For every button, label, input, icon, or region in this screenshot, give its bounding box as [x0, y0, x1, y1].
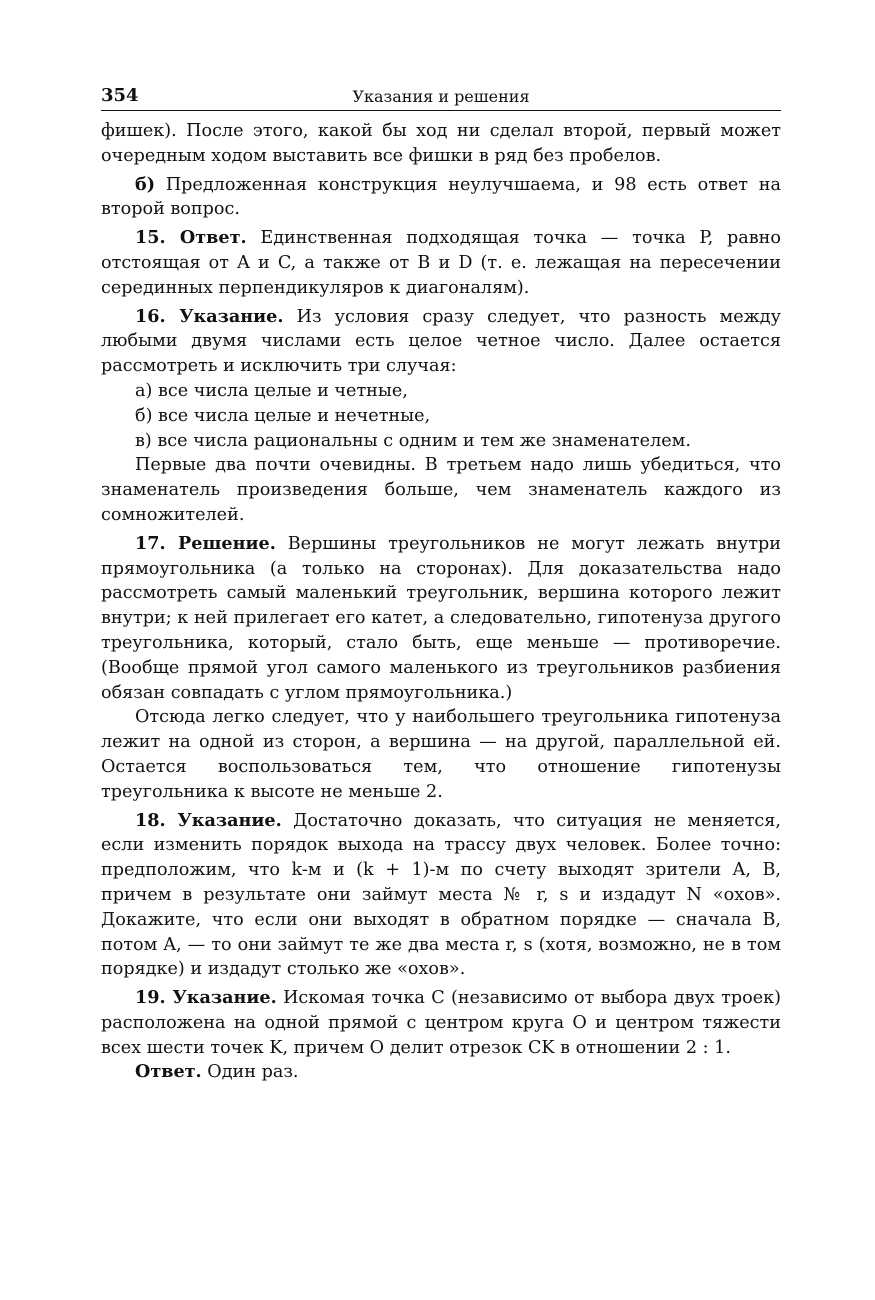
list-item-c: в) все числа рациональны с одним и тем же знаменателем.: [135, 430, 691, 451]
running-header: [101, 82, 781, 111]
list-item-b: б) все числа целые и нечетные,: [135, 405, 431, 426]
paragraph-part-b: б) Предложенная конструкция неулучшаема, и 98 есть ответ на второй вопрос.: [101, 173, 781, 220]
list-item-a: а) все числа целые и четные,: [135, 380, 408, 401]
paragraph-continuation: фишек). После этого, какой бы ход ни сделал второй, первый может очередным ходом выставить все фишки в ряд без пробелов.: [101, 121, 781, 166]
paragraph-answer-15: 15. Ответ. Единственная подходящая точка — точка P, равно отстоящая от A и C, а также от B и D (т. е. лежащая на пересечении серединных перпендикуляров к диагоналям).: [101, 227, 781, 298]
page-number: 354: [101, 85, 139, 106]
paragraph-17-continuation: Отсюда легко следует, что у наибольшего треугольника гипотенуза лежит на одной из сторон, а вершина — на другой, параллельной ей. Остается воспользоваться тем, что отношение гипотенузы треугольника к высоте не меньше 2.: [101, 707, 781, 802]
paragraph-solution-17: 17. Решение. Вершины треугольников не могут лежать внутри прямоугольника (а только на сторонах). Для доказательства надо рассмотреть самый маленький треугольник, вершина которого лежит внутри; к ней прилегает его катет, а следовательно, гипотенуза другого треугольника, который, стало быть, еще меньше — противоречие. (Вообще прямой угол самого маленького из треугольников разбиения обязан совпадать с углом прямоугольника.): [101, 532, 781, 703]
paragraph-16-conclusion: Первые два почти очевидны. В третьем надо лишь убедиться, что знаменатель произведения больше, чем знаменатель каждого из сомножителей.: [101, 455, 781, 525]
paragraph-hint-19: 19. Указание. Искомая точка C (независимо от выбора двух троек) расположена на одной прямой с центром круга O и центром тяжести всех шести точек K, причем O делит отрезок CK в отношении 2 : 1.: [101, 987, 781, 1058]
book-page: [101, 82, 781, 1085]
paragraph-hint-16: 16. Указание. Из условия сразу следует, что разность между любыми двумя числами есть целое четное число. Далее остается рассмотреть и исключить три случая:: [101, 305, 781, 377]
paragraph-hint-18: 18. Указание. Достаточно доказать, что ситуация не меняется, если изменить порядок выхода на трассу двух человек. Более точно: предположим, что k-м и (k + 1)-м по счету выходят зрители A, B, причем в результате они займут места № r, s и издадут N «охов». Докажите, что если они выходят в обратном порядке — сначала B, потом A, — то они займут те же два места r, s (хотя, возможно, не в том порядке) и издадут столько же «охов».: [101, 809, 781, 980]
running-title: Указания и решения: [352, 87, 530, 106]
paragraph-answer-19: Ответ. Один раз.: [135, 1061, 299, 1083]
